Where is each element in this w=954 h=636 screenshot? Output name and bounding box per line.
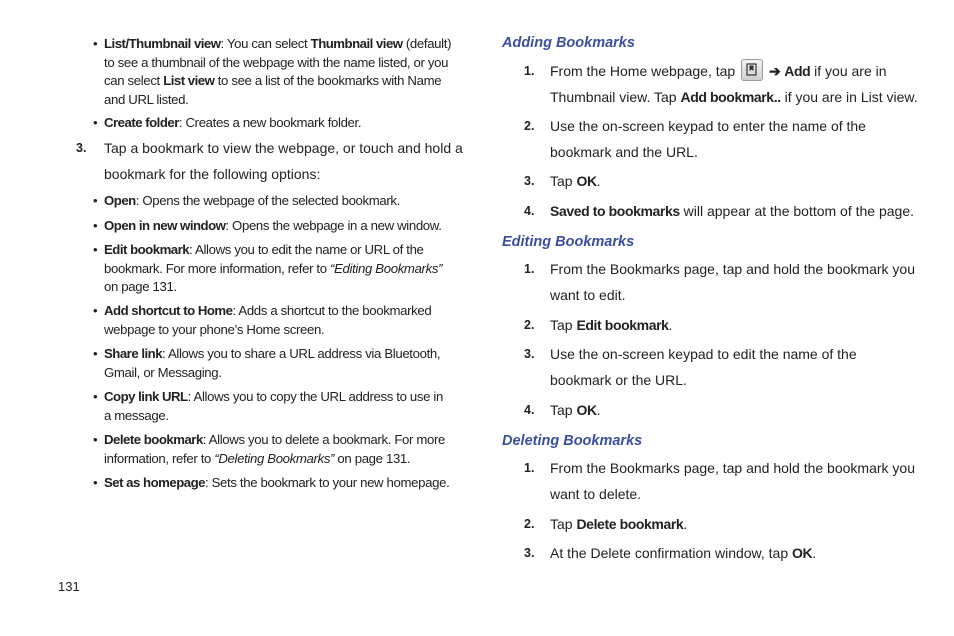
page-number: 131 [58,579,80,594]
bullet-create-folder: • Create folder: Creates a new bookmark folder. [93,115,362,130]
heading-editing-bookmarks: Editing Bookmarks [502,234,635,250]
bullet-open: • Open: Opens the webpage of the selected bookmark. [93,193,400,208]
bullet-open-new-window: • Open in new window: Opens the webpage in a new window. [93,218,442,233]
bullet-edit-bookmark: • Edit bookmark: Allows you to edit the name or URL of the bookmark. For more information, refer to “Editing Bookmarks” on page 131. [93,242,443,294]
link-editing-bookmarks[interactable]: “Editing Bookmarks” [330,260,443,276]
bullet-share-link: • Share link: Allows you to share a URL address via Bluetooth, Gmail, or Messaging. [93,346,441,380]
heading-adding-bookmarks: Adding Bookmarks [502,35,635,51]
bullet-add-shortcut: • Add shortcut to Home: Adds a shortcut to the bookmarked webpage to your phone’s Home screen. [93,303,432,337]
bookmark-icon [741,59,763,81]
link-deleting-bookmarks[interactable]: “Deleting Bookmarks” [214,450,335,466]
bullet-copy-link-url: • Copy link URL: Allows you to copy the URL address to use in a message. [93,389,443,423]
bullet-set-as-homepage: • Set as homepage: Sets the bookmark to your new homepage. [93,475,450,490]
bullet-delete-bookmark: • Delete bookmark: Allows you to delete a bookmark. For more information, refer to “Deleting Bookmarks” on page 131. [93,432,446,466]
heading-deleting-bookmarks: Deleting Bookmarks [502,433,643,449]
bullet-list-thumbnail-view: • List/Thumbnail view: You can select Thumbnail view (default) to see a thumbnail of the webpage with the name listed, or you can select List view to see a list of the bookmarks with Name and URL listed. [93,36,452,107]
